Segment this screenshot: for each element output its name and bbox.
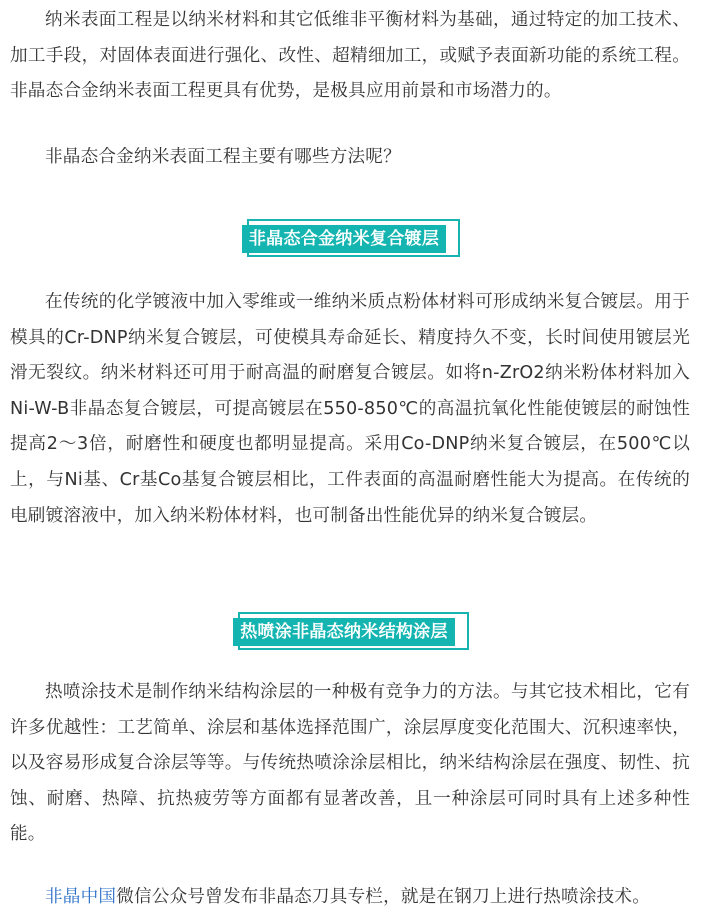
heading-label: 热喷涂非晶态纳米结构涂层 [233, 618, 455, 646]
heading-label: 非晶态合金纳米复合镀层 [242, 225, 446, 253]
section-heading-composite-plating [242, 219, 460, 259]
thermal-spray-paragraph: 热喷涂技术是制作纳米结构涂层的一种极有竞争力的方法。与其它技术相比，它有许多优越性：工艺简单、涂层和基体选择范围广，涂层厚度变化范围大、沉积速率快，以及容易形成复合涂层等等。与传统热喷涂涂层相比，纳米结构涂层在强度、韧性、抗蚀、耐磨、热障、抗热疲劳等方面都有显著改善，且一种涂层可同时具有上述多种性能。 [10, 682, 690, 845]
footer-paragraph [10, 880, 690, 916]
section-heading-thermal-spray [233, 612, 469, 652]
account-link[interactable]: 非晶中国 [45, 887, 117, 907]
question-paragraph: 非晶态合金纳米表面工程主要有哪些方法呢？ [45, 147, 401, 167]
intro-paragraph: 纳米表面工程是以纳米材料和其它低维非平衡材料为基础，通过特定的加工技术、加工手段，对固体表面进行强化、改性、超精细加工，或赋予表面新功能的系统工程。非晶态合金纳米表面工程更具有优势，是极具应用前景和市场潜力的。 [10, 10, 690, 102]
composite-plating-paragraph: 在传统的化学镀液中加入零维或一维纳米质点粉体材料可形成纳米复合镀层。用于模具的Cr-DNP纳米复合镀层，可使模具寿命延长、精度持久不变，长时间使用镀层光滑无裂纹。纳米材料还可用于耐高温的耐磨复合镀层。如将n-ZrO2纳米粉体材料加入Ni-W-B非晶态复合镀层，可提高镀层在550-850℃的高温抗氧化性能使镀层的耐蚀性提高2～3倍，耐磨性和硬度也都明显提高。采用Co-DNP纳米复合镀层，在500℃以上，与Ni基、Cr基Co基复合镀层相比，工件表面的高温耐磨性能大为提高。在传统的电刷镀溶液中，加入纳米粉体材料，也可制备出性能优异的纳米复合镀层。 [10, 292, 690, 526]
footer-text: 微信公众号曾发布非晶态刀具专栏，就是在钢刀上进行热喷涂技术。 [116, 887, 651, 907]
